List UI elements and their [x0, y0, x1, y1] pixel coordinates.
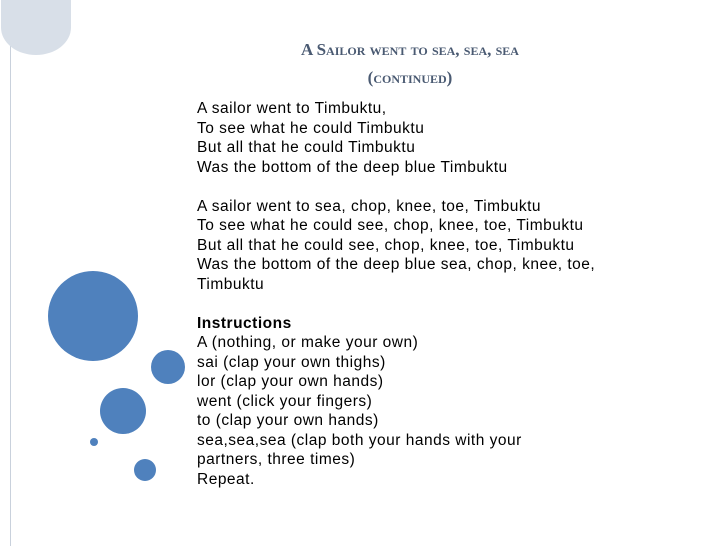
verse2-line: A sailor went to sea, chop, knee, toe, Timbuktu [197, 197, 542, 215]
paragraph-gap [197, 177, 717, 197]
decorative-dot [90, 438, 98, 446]
verse2-line: To see what he could see, chop, knee, toe, Timbuktu [197, 217, 584, 234]
paragraph-gap [197, 294, 717, 314]
decorative-circle-large [48, 271, 138, 361]
verse1-line: But all that he could Timbuktu [197, 139, 416, 156]
instruction-line: Repeat. [197, 470, 255, 488]
decorative-circle-medium [100, 388, 146, 434]
title-line-1: A Sailor went to sea, sea, sea [301, 40, 519, 59]
verse1-line: To see what he could Timbuktu [197, 119, 425, 137]
verse2-line: But all that he could see, chop, knee, toe, Timbuktu [197, 236, 575, 254]
instruction-line: sea,sea,sea (clap both your hands with your [197, 431, 522, 449]
left-border-line [10, 0, 11, 546]
instruction-line: to (clap your own hands) [197, 412, 379, 429]
slide-body [197, 99, 717, 489]
title-line-2: (continued) [367, 68, 453, 87]
verse2-line: Timbuktu [197, 275, 265, 293]
verse1-line: Was the bottom of the deep blue Timbuktu [197, 158, 508, 176]
instruction-line: A (nothing, or make your own) [197, 334, 419, 351]
instruction-line: went (click your fingers) [197, 392, 373, 410]
verse1-line: A sailor went to Timbuktu, [197, 100, 387, 117]
decorative-circle-small [151, 350, 185, 384]
instructions-heading: Instructions [197, 314, 292, 332]
decorative-circle-bottom [134, 459, 156, 481]
instruction-line: lor (clap your own hands) [197, 373, 384, 390]
decorative-circle-top [1, 0, 71, 55]
verse2-line: Was the bottom of the deep blue sea, chop, knee, toe, [197, 256, 596, 273]
slide-title [200, 36, 620, 92]
instruction-line: sai (clap your own thighs) [197, 353, 386, 371]
instruction-line: partners, three times) [197, 451, 356, 468]
